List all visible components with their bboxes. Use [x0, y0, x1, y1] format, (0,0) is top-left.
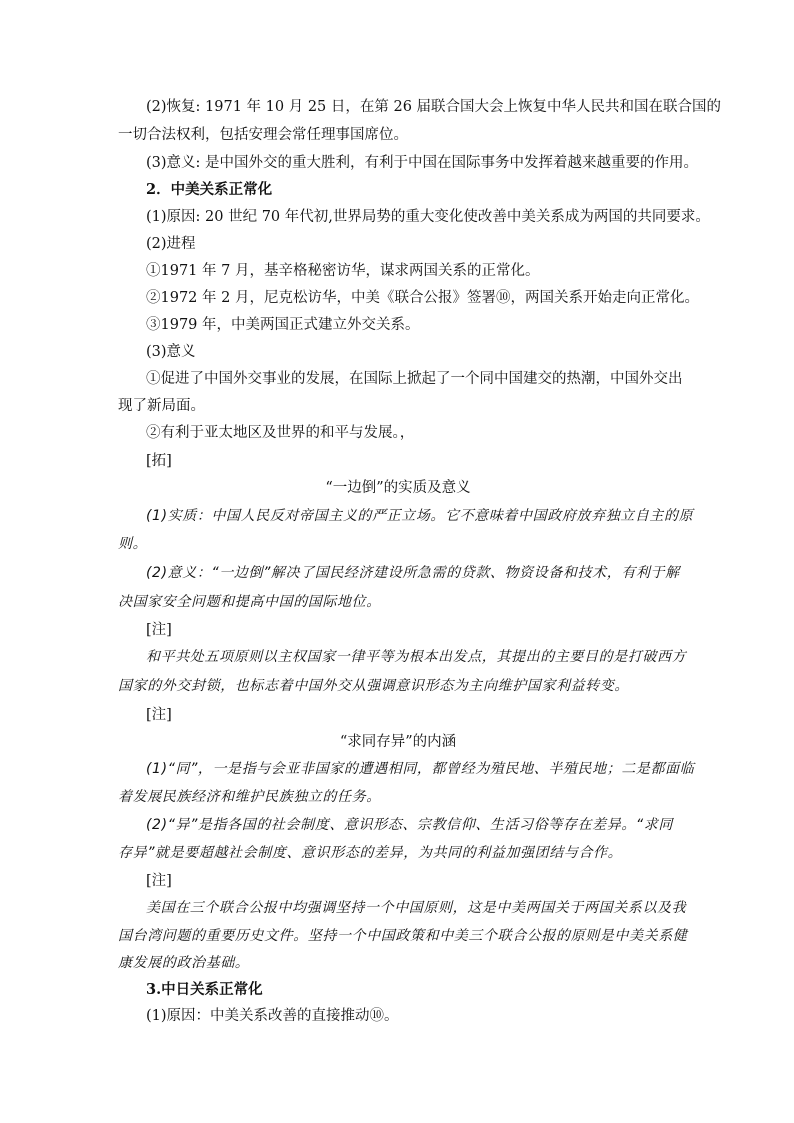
text-line: (1)原因: 20 世纪 70 年代初,世界局势的重大变化使改善中美关系成为两国的共同要求。: [146, 209, 710, 225]
text-line: (1)原因：中美关系改善的直接推动⑩。: [146, 1008, 399, 1024]
section-heading: “求同存异”的内涵: [339, 734, 457, 750]
text-line: (2)进程: [146, 236, 196, 252]
text-line: [注]: [146, 622, 172, 638]
text-line: 存异”就是要超越社会制度、意识形态的差异，为共同的利益加强团结与合作。: [118, 845, 623, 861]
text-line: 现了新局面。: [118, 398, 205, 414]
text-line: (3)意义: 是中国外交的重大胜利，有利于中国在国际事务中发挥着越来越重要的作用。: [146, 155, 699, 171]
text-line: 决国家安全问题和提高中国的国际地位。: [118, 594, 381, 610]
text-line: 和平共处五项原则以主权国家一律平等为根本出发点，其提出的主要目的是打破西方: [146, 649, 687, 665]
text-line: (2)恢复: 1971 年 10 月 25 日，在第 26 届联合国大会上恢复中华人民共和国在联合国的: [146, 99, 722, 115]
text-line: ①1971 年 7 月，基辛格秘密访华，谋求两国关系的正常化。: [146, 263, 540, 279]
text-line: (2)意义：“一边倒”解决了国民经济建设所急需的贷款、物资设备和技术，有利于解: [146, 565, 680, 581]
text-line: [注]: [146, 707, 172, 723]
text-line: [注]: [146, 873, 172, 889]
text-line: (2)“异”是指各国的社会制度、意识形态、宗教信仰、生活习俗等存在差异。“求同: [146, 817, 673, 833]
text-line: ③1979 年，中美两国正式建立外交关系。: [146, 317, 420, 333]
subsection-heading: 2．中美关系正常化: [146, 181, 273, 198]
text-line: 康发展的政治基础。: [118, 955, 250, 971]
text-line: 着发展民族经济和维护民族独立的任务。: [118, 789, 381, 805]
text-line: (1)实质：中国人民反对帝国主义的严正立场。它不意味着中国政府放弃独立自主的原: [146, 508, 694, 524]
text-line: [拓]: [146, 453, 172, 469]
text-line: 国家的外交封锁，也标志着中国外交从强调意识形态为主向维护国家利益转变。: [118, 678, 629, 694]
text-line: ②1972 年 2 月，尼克松访华，中美《联合公报》签署⑩，两国关系开始走向正常化。: [146, 290, 699, 306]
section-heading: “一边倒”的实质及意义: [325, 480, 471, 496]
text-line: 美国在三个联合公报中均强调坚持一个中国原则，这是中美两国关于两国关系以及我: [146, 900, 687, 916]
text-line: 一切合法权利，包括安理会常任理事国席位。: [118, 127, 408, 143]
text-line: (3)意义: [146, 344, 196, 360]
text-line: (1)“同”，一是指与会亚非国家的遭遇相同，都曾经为殖民地、半殖民地；二是都面临: [146, 761, 695, 777]
subsection-heading: 3.中日关系正常化: [146, 981, 263, 998]
text-line: ①促进了中国外交事业的发展，在国际上掀起了一个同中国建交的热潮，中国外交出: [146, 371, 683, 387]
text-line: ②有利于亚太地区及世界的和平与发展。，: [146, 425, 415, 441]
text-line: 则。: [118, 536, 148, 552]
text-line: 国台湾问题的重要历史文件。坚持一个中国政策和中美三个联合公报的原则是中美关系健: [118, 928, 688, 944]
